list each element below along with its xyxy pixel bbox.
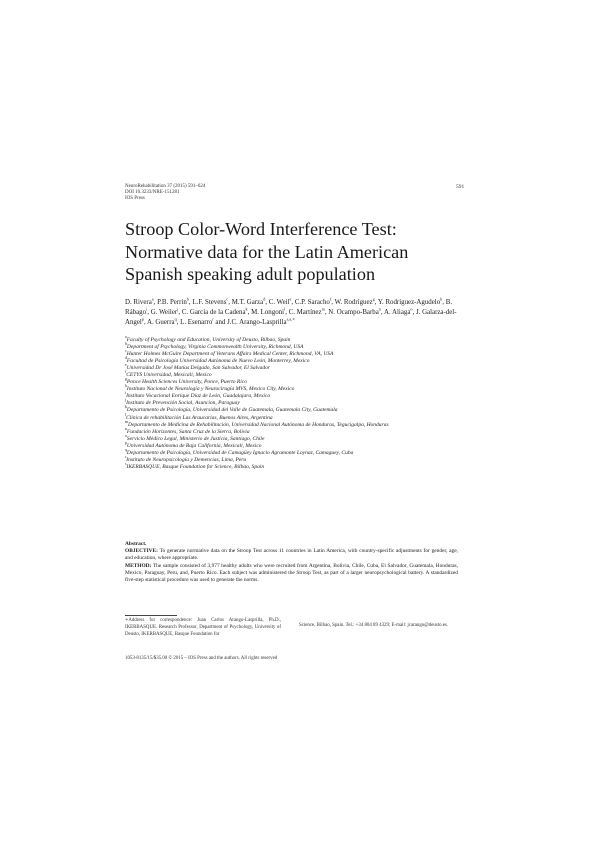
affiliation-marker: p (125, 440, 127, 445)
author (180, 316, 214, 326)
author-name: W. Rodríguez (334, 299, 373, 306)
author (251, 306, 286, 316)
objective-label: OBJECTIVE: (125, 548, 158, 555)
affiliation-marker: c (125, 349, 127, 354)
affiliation-text: Departamento de Psicología, Universidad del Valle de Guatemala, Guatemala City, Guatemala (126, 407, 338, 414)
affiliation-text: Servicio Médico Legal, Ministerio de Justicia, Santiago, Chile (126, 435, 265, 442)
author-affiliation-marker: a (151, 296, 154, 302)
author (328, 306, 381, 316)
affiliation-marker: f (125, 370, 127, 375)
author-name: N. Ocampo-Barba (328, 308, 379, 316)
affiliation-text: Universidad Dr José Matías Delgado, San Salvador, El Salvador (126, 365, 270, 372)
affiliation-marker: r (125, 454, 127, 459)
author-affiliation-marker: h (440, 296, 443, 302)
author-name: A. Guerra (147, 318, 175, 326)
affiliation-text: Ponce Health Sciences University, Ponce, Puerto Rico (126, 379, 247, 386)
author (147, 316, 177, 326)
author (125, 296, 154, 306)
author-affiliation-marker: n (378, 306, 381, 312)
author (383, 306, 413, 316)
author-affiliation-marker: l (284, 306, 286, 312)
author-name: C. García de la Cadena (181, 308, 246, 316)
affiliation-marker: o (125, 433, 127, 438)
affiliation-marker: b (125, 342, 127, 347)
author-affiliation-marker: j (177, 306, 179, 312)
affiliation-text: Departamento de Psicología, Universidad de Camagüey Ignacio Agramonte Loynaz, Camaguey, Cuba (126, 449, 354, 456)
affiliation-text: Instituto de Prevención Social, Asuncion, Paraguay (126, 400, 240, 407)
title-line: Normative data for the Latin American (125, 241, 409, 262)
author-name: A. Aliaga (383, 308, 411, 316)
author-affiliation-marker: s,a,∗ (286, 316, 296, 322)
journal-doi: DOI 10.3233/NRE-151281 (125, 190, 180, 196)
author-affiliation-marker: m (321, 306, 325, 312)
journal-info (125, 184, 205, 203)
journal-citation: NeuroRehabilitation 37 (2015) 591–624 (125, 184, 206, 189)
affiliation-marker: n (125, 426, 127, 431)
author (231, 296, 266, 306)
author-name: P.B. Perrin (157, 299, 187, 306)
author-name: C.P. Saracho (294, 299, 330, 306)
affiliation-text: IKERBASQUE, Basque Foundation for Science, Bilbao, Spain (126, 463, 265, 470)
affiliation (125, 440, 465, 450)
correspondence-footnote-continued: Science, Bilbao, Spain. Tel.: +34 804 89 4329; E-mail: jcarango@deusto.es. (299, 623, 449, 628)
affiliation (125, 447, 465, 457)
author-affiliation-marker: d (263, 296, 266, 302)
affiliation-marker: j (125, 398, 127, 403)
affiliation-text: Instituto Nacional de Neurología y Neurocirugía MVS, Mexico City, Mexico (126, 386, 295, 393)
footnote-divider (125, 615, 177, 616)
affiliation-text: Faculty of Psychology and Education, University of Deusto, Bilbao, Spain (126, 337, 291, 343)
affiliation-marker: d (125, 356, 127, 361)
affiliation-marker: m (125, 419, 128, 424)
title-line: Spanish speaking adult population (125, 264, 376, 284)
author (294, 296, 332, 306)
author (227, 316, 296, 326)
copyright-line: 1053-8135/15/$35.00 © 2015 – IOS Press and the authors. All rights reserved (125, 656, 278, 661)
objective-text: To generate normative data on the Stroop Test across 11 countries in Latin America, with country-specific adjustments for gender, age, and education, where appropriate. (125, 548, 458, 562)
affiliation (125, 433, 465, 443)
author (268, 296, 292, 306)
page-number: 591 (456, 184, 465, 190)
affiliation (125, 426, 465, 436)
affiliation-text: Fundación Horizontes, Santa Cruz de la Sierra, Bolivia (126, 428, 250, 435)
abstract-heading: Abstract. (125, 541, 147, 547)
author (288, 306, 325, 316)
affiliation-marker: s (125, 462, 127, 467)
affiliation-marker: q (125, 447, 127, 452)
affiliation (125, 335, 465, 347)
affiliation-text: Department of Psychology, Virginia Commonwealth University, Richmond, USA (126, 344, 304, 351)
author-name: M.T. Garza (231, 299, 264, 306)
affiliation-marker: i (125, 391, 127, 396)
author-affiliation-marker: c (226, 296, 229, 302)
author-affiliation-marker: q (174, 316, 177, 322)
journal-publisher: IOS Press (125, 196, 145, 202)
article-title (125, 218, 485, 286)
method-text: The sample consisted of 3,977 healthy adults who were recruited from Argentina, Bolivia, Chile, Cuba, El Salvador, Guatemala, Honduras, Mexico, Paraguay, Peru, and, Puerto Rico. Each subject was administered the Stroop Test, as part of a larger neuropsychological battery. A standardized five-step statistical procedure was used to generate the norms. (125, 562, 458, 584)
author-name: C. Martínez (288, 308, 322, 316)
abstract (125, 541, 458, 584)
affiliation-marker: l (125, 412, 127, 417)
affiliation-text: Hunter Holmes McGuire Department of Veterans Affairs Medical Center, Richmond, VA, USA (126, 351, 334, 358)
author-list: D. Rivera$^a$, P.B. Perrin$^b$, L.F. Stevens$^c$, M.T. Garza$^d$, C. Weil$^e$, C.P. Saracho$^f$, W. Rodríguez$^g$, Y. Rodríguez-Agudelo$^h$, B. Rábago$^i$, G. Weiler$^j$, C. García de la Cadena$^k$, M. Longoni$^l$, C. Martínez$^m$, N. Ocampo-Barba$^n$, A. Aliaga$^o$, J. Galarza-del-Angel$^p$, A. Guerra$^q$, L. Esenarro$^r$ and J.C. Arango-Lasprilla$^{s,a,∗}$ (125, 296, 457, 326)
author (181, 306, 248, 316)
author-name: B. Rábago (125, 299, 453, 316)
affiliation (125, 412, 465, 422)
affiliation (125, 464, 465, 471)
method-label: METHOD: (125, 562, 152, 569)
author-affiliation-marker: e (289, 296, 292, 302)
correspondence-footnote: ∗Address for correspondence: Juan Carlos Arango-Lasprilla, Ph.D., IKERBASQUE. Research Professor, Department of Psychology, University of Deusto, IKERBASQUE, Basque Foundation for (125, 618, 281, 638)
author-affiliation-marker: f (329, 296, 332, 302)
affiliation-text: CETYS Universidad, Mexicali, Mexico (126, 372, 212, 379)
author-affiliation-marker: p (141, 316, 144, 322)
author-name: G. Weiler (150, 308, 178, 316)
affiliation (125, 419, 465, 429)
author (150, 306, 179, 316)
author-affiliation-marker: i (146, 306, 148, 312)
affiliation-text: Instituto Vocacional Enrique Díaz de León, Guadalajara, Mexico (126, 393, 271, 400)
author-name: L. Esenarro (180, 318, 213, 326)
author-name: J.C. Arango-Lasprilla (227, 318, 287, 326)
affiliation-marker: g (125, 377, 127, 382)
author-affiliation-marker: b (186, 296, 189, 302)
affiliation-marker: k (125, 405, 127, 410)
affiliation-marker: e (125, 363, 127, 368)
affiliation (125, 407, 465, 414)
author-affiliation-marker: r (212, 316, 214, 322)
author-name: L.F. Stevens (192, 299, 227, 306)
author-name: C. Weil (268, 299, 290, 306)
author-affiliation-marker: k (245, 306, 248, 312)
author (157, 296, 189, 306)
affiliation-text: Facultad de Psicología Universidad Autónoma de Nuevo León, Monterrey, Mexico (126, 358, 310, 365)
affiliation-text: Instituto de Neuropsicología y Demencias, Lima, Peru (126, 456, 247, 463)
affiliation-text: Universidad Autónoma de Baja California, Mexicali, Mexico (126, 442, 262, 449)
author (192, 296, 229, 306)
affiliation-list (125, 337, 465, 471)
author-name: J. Galarza-del-Angel (125, 308, 457, 326)
author-name: Y. Rodríguez-Agudelo (377, 299, 441, 306)
author-affiliation-marker: g (372, 296, 375, 302)
author (377, 296, 443, 306)
author-name: M. Longoni (251, 308, 285, 316)
author-name: D. Rivera (125, 299, 152, 306)
title-line: Stroop Color-Word Interference Test: (125, 219, 397, 239)
affiliation-text: Departamento de Medicina de Rehabilitación, Universidad Nacional Autónoma de Honduras, Tegucigalpa, Honduras (127, 421, 389, 428)
affiliation-marker: a (125, 335, 127, 340)
affiliation-text: Clínica de rehabilitación Las Araucarias, Buenos Aires, Argentina (126, 414, 273, 421)
author (334, 296, 375, 306)
affiliation-marker: h (125, 384, 127, 389)
author-affiliation-marker: o (410, 306, 413, 312)
